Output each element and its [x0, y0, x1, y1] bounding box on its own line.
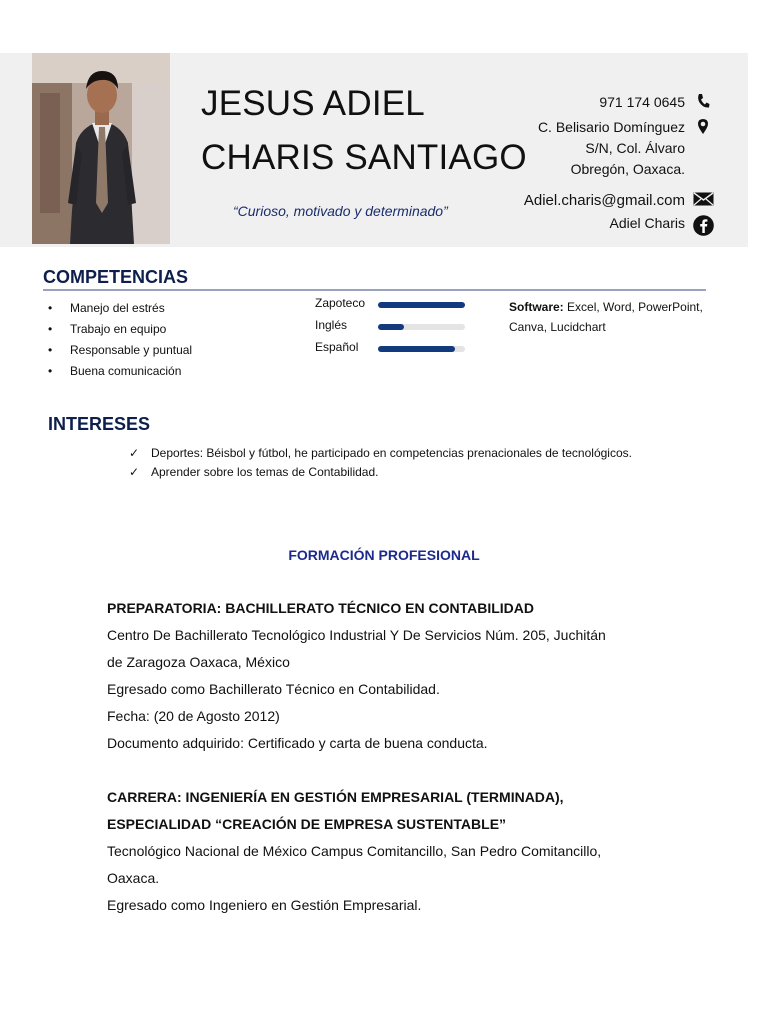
preparatoria-line: Fecha: (20 de Agosto 2012): [107, 708, 280, 724]
facebook-link[interactable]: Adiel Charis: [609, 215, 685, 231]
address-line: Obregón, Oaxaca.: [570, 161, 685, 177]
phone-icon: [692, 91, 714, 111]
map-pin-icon: [692, 116, 714, 136]
software-list: Excel, Word, PowerPoint, Canva, Lucidchart: [509, 300, 703, 334]
check-icon: ✓: [129, 446, 140, 460]
tagline: “Curioso, motivado y determinado”: [233, 203, 448, 219]
list-item: [129, 463, 632, 482]
check-icon: ✓: [129, 465, 140, 479]
interest-text: Deportes: Béisbol y fútbol, he participado en competencias prenacionales de tecnológicos.: [151, 446, 632, 460]
profile-photo: [32, 53, 170, 244]
name-second-line: CHARIS SANTIAGO: [201, 138, 527, 177]
carrera-line: Tecnológico Nacional de México Campus Comitancillo, San Pedro Comitancillo,: [107, 843, 602, 859]
language-level-bar: [378, 324, 404, 330]
skills-list: [48, 298, 192, 382]
language-bar-track: [378, 324, 465, 330]
interest-text: Aprender sobre los temas de Contabilidad.: [151, 465, 379, 479]
languages: [315, 294, 475, 360]
language-level-bar: [378, 346, 455, 352]
section-divider: [43, 289, 706, 291]
preparatoria-line: Documento adquirido: Certificado y carta de buena conducta.: [107, 735, 488, 751]
formacion-title: FORMACIÓN PROFESIONAL: [288, 547, 480, 563]
carrera-line: Egresado como Ingeniero en Gestión Empresarial.: [107, 897, 422, 913]
preparatoria-line: de Zaragoza Oaxaca, México: [107, 654, 290, 670]
language-row: [315, 338, 475, 360]
envelope-icon[interactable]: [692, 189, 714, 209]
preparatoria-line: Centro De Bachillerato Tecnológico Industrial Y De Servicios Núm. 205, Juchitán: [107, 627, 606, 643]
list-item: • Trabajo en equipo: [48, 319, 192, 340]
phone-number: 971 174 0645: [599, 94, 685, 110]
language-bar-track: [378, 346, 465, 352]
language-bar-track: [378, 302, 465, 308]
carrera-block: [107, 784, 667, 919]
address: [538, 117, 685, 180]
email-link[interactable]: Adiel.charis@gmail.com: [523, 192, 685, 209]
software-label: Software:: [509, 300, 564, 314]
intereses-title: INTERESES: [48, 414, 151, 434]
list-item: • Manejo del estrés: [48, 298, 192, 319]
address-line: C. Belisario Domínguez: [537, 119, 685, 135]
language-level-bar: [378, 302, 465, 308]
carrera-line: Oaxaca.: [107, 870, 160, 886]
interests-list: [129, 444, 632, 482]
preparatoria-line: Egresado como Bachillerato Técnico en Contabilidad.: [107, 681, 440, 697]
language-row: [315, 294, 475, 316]
competencias-title: COMPETENCIAS: [43, 267, 189, 287]
address-line: S/N, Col. Álvaro: [585, 140, 685, 156]
preparatoria-block: [107, 595, 667, 757]
list-item: • Buena comunicación: [48, 361, 192, 382]
preparatoria-heading: PREPARATORIA: BACHILLERATO TÉCNICO EN CONTABILIDAD: [107, 600, 534, 616]
language-name: Zapoteco: [315, 296, 366, 310]
list-item: • Responsable y puntual: [48, 340, 192, 361]
language-row: [315, 316, 475, 338]
carrera-heading: ESPECIALIDAD “CREACIÓN DE EMPRESA SUSTENTABLE”: [107, 816, 507, 832]
name-first-line: JESUS ADIEL: [201, 84, 425, 123]
facebook-icon[interactable]: [692, 215, 714, 235]
language-name: Inglés: [315, 318, 348, 332]
language-name: Español: [315, 340, 359, 354]
carrera-heading: CARRERA: INGENIERÍA EN GESTIÓN EMPRESARIAL (TERMINADA),: [107, 789, 564, 805]
list-item: [129, 444, 632, 463]
software-skills: [509, 297, 709, 337]
